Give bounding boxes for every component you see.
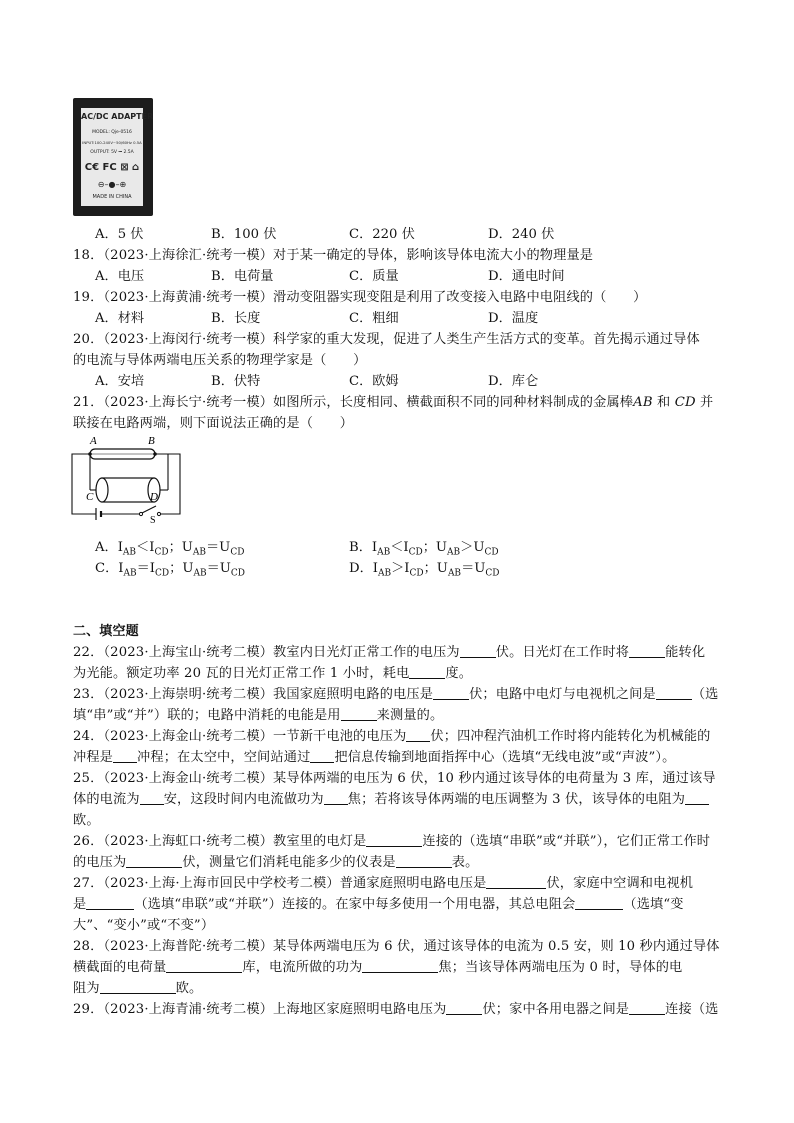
blank[interactable]	[433, 686, 469, 700]
adapter-model: MODEL: Qje-0516	[92, 130, 132, 135]
q19-option-d: D．温度	[488, 311, 539, 326]
q25-line3: 欧。	[73, 813, 100, 828]
q21-option-a: A．$I_{AB}<I_{CD}$；$U_{AB}=U_{CD}$	[95, 540, 245, 558]
blank[interactable]	[126, 854, 182, 868]
node-a	[88, 452, 92, 456]
q21-stem-line2: 联接在电路两端，则下面说法正确的是（ ）	[73, 416, 354, 431]
q20-stem-line2: 的电流与导体两端电压关系的物理学家是（ ）	[73, 353, 367, 368]
adapter-label	[81, 108, 153, 206]
q20-option-d: D．库仑	[488, 374, 539, 389]
q26-line2: 的电压为 伏，测量它们消耗电能多少的仪表是 表。	[73, 855, 479, 870]
polarity-symbol: ⊖–●–⊕	[97, 180, 127, 189]
adapter-input: INPUT:100-240V~50/60Hz 0.5A	[82, 140, 142, 145]
q22-line2: 为光能。额定功率 20 瓦的日光灯正常工作 1 小时，耗电 度。	[73, 666, 473, 681]
blank[interactable]	[366, 833, 422, 847]
q19-stem: 19．（2023·上海黄浦·统考一模）滑动变阻器实现变阻是利用了改变接入电路中电阻线的（ ）	[73, 290, 647, 305]
adapter-photo	[73, 98, 153, 216]
q21-option-c: C．$I_{AB}=I_{CD}$；$U_{AB}=U_{CD}$	[95, 561, 245, 579]
q28-line2: 横截面的电荷量 库，电流所做的功为 焦；当该导体两端电压为 0 时，导体的电	[73, 960, 683, 975]
rod-cd-left-end	[96, 478, 108, 502]
q17-option-a: A．5 伏	[95, 227, 144, 242]
blank[interactable]	[100, 980, 176, 994]
q21-option-d: D．$I_{AB}>I_{CD}$；$U_{AB}=U_{CD}$	[349, 561, 500, 579]
q18-option-c: C．质量	[349, 269, 399, 284]
q18-stem: 18．（2023·上海徐汇·统考一模）对于某一确定的导体，影响该导体电流大小的物理量是	[73, 248, 594, 263]
label-c: C	[86, 491, 94, 503]
blank[interactable]	[446, 1001, 482, 1015]
blank[interactable]	[656, 686, 692, 700]
certification-marks: C€ FC ⊠ ⌂	[84, 162, 140, 173]
blank[interactable]	[486, 875, 546, 889]
q28-line3: 阻为 欧。	[73, 981, 203, 996]
blank[interactable]	[86, 896, 134, 910]
blank[interactable]	[362, 959, 438, 973]
blank[interactable]	[685, 791, 709, 805]
q18-option-a: A．电压	[95, 269, 145, 284]
q18-option-b: B．电荷量	[211, 269, 274, 284]
q27-line2: 是 （选填“串联”或“并联”）连接的。在家中每多使用一个用电器，其总电阻会 （选填“变	[73, 897, 684, 912]
adapter-title: AC/DC ADAPTER	[81, 112, 153, 121]
blank[interactable]	[140, 791, 164, 805]
q22-line1: 22．（2023·上海宝山·统考二模）教室内日光灯正常工作的电压为 伏。日光灯在工作时将 能转化	[73, 645, 706, 660]
parallel-circuit-diagram	[68, 432, 188, 524]
q17-option-b: B．100 伏	[211, 227, 277, 242]
q20-stem-line1: 20．（2023·上海闵行·统考一模）科学家的重大发现，促进了人类生产生活方式的变革。首先揭示通过导体	[73, 332, 700, 347]
adapter-made-in: MADE IN CHINA	[92, 194, 132, 200]
q17-option-c: C．220 伏	[349, 227, 415, 242]
label-s: S	[150, 515, 156, 524]
blank[interactable]	[409, 665, 445, 679]
q20-option-c: C．欧姆	[349, 374, 399, 389]
q19-option-a: A．材料	[95, 311, 145, 326]
q24-line1: 24．（2023·上海金山·统考二模）一节新干电池的电压为 伏；四冲程汽油机工作时将内能转化为机械能的	[73, 729, 711, 744]
node-b	[153, 452, 157, 456]
q28-line1: 28．（2023·上海普陀·统考二模）某导体两端电压为 6 伏，通过该导体的电流为 0.5 安，则 10 秒内通过导体	[73, 939, 720, 954]
blank[interactable]	[460, 644, 496, 658]
q21-stem-line1: 21．（2023·上海长宁·统考一模）如图所示，长度相同、横截面积不同的同种材料制成的金属棒AB 和 CD 并	[73, 395, 714, 410]
label-a: A	[90, 435, 97, 447]
blank[interactable]	[629, 644, 665, 658]
q19-option-c: C．粗细	[349, 311, 399, 326]
label-b: B	[148, 435, 155, 447]
q21-option-b: B．$I_{AB}<I_{CD}$；$U_{AB}>U_{CD}$	[349, 540, 499, 558]
blank[interactable]	[113, 749, 137, 763]
blank[interactable]	[629, 1001, 665, 1015]
switch-contact-right	[157, 512, 160, 515]
q26-line1: 26．（2023·上海虹口·统考二模）教室里的电灯是 连接的（选填“串联”或“并联”），它们正常工作时	[73, 834, 711, 849]
q27-line1: 27．（2023·上海·上海市回民中学校考二模）普通家庭照明电路电压是 伏，家庭中空调和电视机	[73, 876, 694, 891]
q25-line1: 25．（2023·上海金山·统考二模）某导体两端的电压为 6 伏，10 秒内通过该导体的电荷量为 3 库，通过该导	[73, 771, 716, 786]
blank[interactable]	[575, 896, 623, 910]
adapter-output: OUTPUT: 5V ⎓ 2.5A	[90, 150, 134, 155]
q19-option-b: B．长度	[211, 311, 261, 326]
section-heading: 二、填空题	[73, 624, 139, 639]
q18-option-d: D．通电时间	[488, 269, 565, 284]
blank[interactable]	[406, 728, 430, 742]
q23-line2: 填“串”或“并”）联的；电路中消耗的电能是用 来测量的。	[73, 708, 444, 723]
label-d: D	[150, 491, 158, 503]
q27-line3: 大”、“变小”或“不变”）	[73, 918, 215, 933]
q24-line2: 冲程是 冲程；在太空中，空间站通过 把信息传输到地面指挥中心（选填“无线电波”或“声波”）。	[73, 750, 676, 765]
blank[interactable]	[324, 791, 348, 805]
switch-lever	[142, 506, 156, 513]
rod-cd	[102, 478, 154, 502]
q29-line1: 29．（2023·上海青浦·统考二模）上海地区家庭照明电路电压为 伏；家中各用电器之间是 连接（选	[73, 1002, 719, 1017]
blank[interactable]	[166, 959, 242, 973]
q20-option-a: A．安培	[95, 374, 145, 389]
q25-line2: 体的电流为 安，这段时间内电流做功为 焦；若将该导体两端的电压调整为 3 伏，该导体的电阻为	[73, 788, 709, 807]
q23-line1: 23．（2023·上海崇明·统考二模）我国家庭照明电路的电压是 伏；电路中电灯与电视机之间是 （选	[73, 687, 719, 702]
q20-option-b: B．伏特	[211, 374, 261, 389]
q17-option-d: D．240 伏	[488, 227, 555, 242]
blank[interactable]	[341, 707, 377, 721]
left-wire	[72, 454, 96, 514]
blank[interactable]	[310, 749, 334, 763]
blank[interactable]	[396, 854, 452, 868]
